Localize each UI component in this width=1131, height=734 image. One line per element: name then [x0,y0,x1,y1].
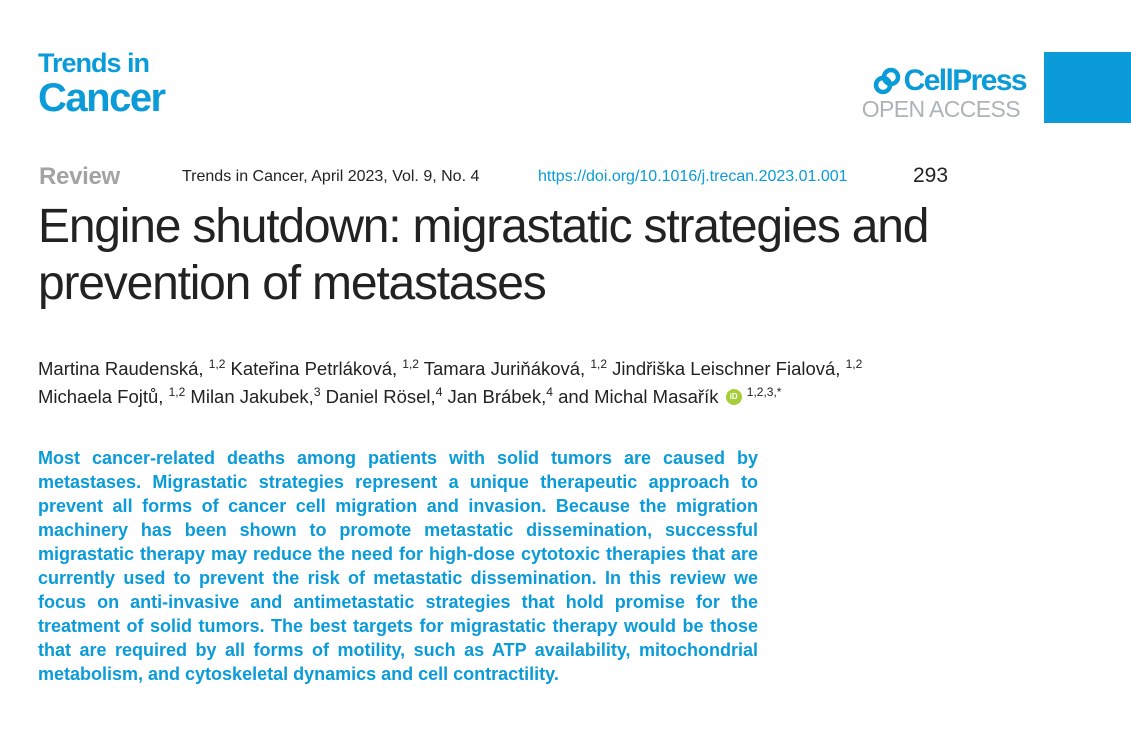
publisher-logo [856,66,1026,121]
affiliation-marker: 1,2 [590,357,608,371]
affiliation-marker: 3 [313,385,321,399]
article-type: Review [39,163,120,190]
affiliation-marker: 1,2 [845,357,863,371]
author [38,358,225,379]
affiliation-marker: 4 [435,385,443,399]
affiliation-marker: 1,2 [402,357,419,371]
author-name: Jindřiška Leischner Fialová, [612,358,841,379]
citation: Trends in Cancer, April 2023, Vol. 9, No. 4 [182,168,480,185]
doi-link[interactable]: https://doi.org/10.1016/j.trecan.2023.01.001 [538,168,848,185]
author-name: and Michal Masařík [558,386,719,407]
author [612,358,862,379]
affiliation-marker: 4 [546,385,553,399]
author-name: Milan Jakubek, [190,386,314,407]
journal-logo [38,50,165,118]
author [38,386,185,407]
orcid-icon[interactable] [726,389,742,405]
author [448,386,553,407]
author-list [38,355,1038,411]
author [190,386,320,407]
author-name: Michaela Fojtů, [38,386,164,407]
author [231,358,419,379]
journal-name-line1: Trends in [38,48,150,78]
article-meta-bar [38,162,958,192]
author [558,386,781,407]
publisher-name: CellPress [903,64,1026,97]
author-name: Daniel Rösel, [325,386,436,407]
brand-color-block [1044,52,1131,123]
author-name: Jan Brábek, [447,386,547,407]
author-name: Martina Raudenská, [38,358,204,379]
affiliation-marker: 1,2 [208,357,226,371]
open-access-label: OPEN ACCESS [861,96,1020,122]
journal-name-line2: Cancer [38,76,165,120]
author [424,358,607,379]
affiliation-marker: 1,2,3,* [746,385,782,399]
author-name: Kateřina Petrláková, [230,358,398,379]
article-title: Engine shutdown: migrastatic strategies and prevention of metastases [38,200,929,310]
author [326,386,443,407]
affiliation-marker: 1,2 [168,385,186,399]
page-number: 293 [913,164,949,187]
author-name: Tamara Juriňáková, [423,358,586,379]
cellpress-logo-icon [872,66,902,96]
abstract: Most cancer-related deaths among patients with solid tumors are caused by metastases. Migrastatic strategies represent a unique therapeutic approach to prevent all forms of cancer cell migration and invasion. Because the migration machinery has been shown to promote metastatic dissemination, successful migrastatic therapy may reduce the need for high-dose cytotoxic therapies that are currently used to prevent the risk of metastatic dissemination. In this review we focus on anti-invasive and antimetastatic strategies that hold promise for the treatment of solid tumors. The best targets for migrastatic therapy would be those that are required by all forms of motility, such as ATP availability, mitochondrial metabolism, and cytoskeletal dynamics and cell contractility. [38,448,758,684]
